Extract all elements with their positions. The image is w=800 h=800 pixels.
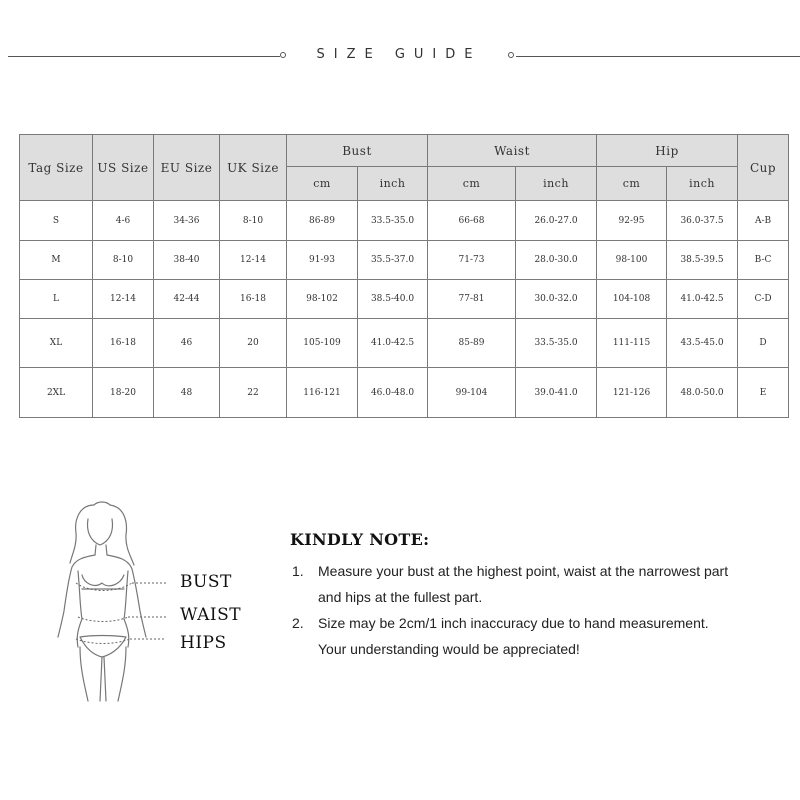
table-cell: 22 [220, 368, 287, 418]
table-cell: 46 [154, 319, 220, 368]
table-cell: 2XL [20, 368, 93, 418]
table-cell: 77-81 [428, 280, 516, 319]
header-eu-size: EU Size [154, 135, 220, 201]
table-cell: 46.0-48.0 [358, 368, 428, 418]
table-cell: 30.0-32.0 [516, 280, 597, 319]
note-item [290, 610, 790, 662]
table-cell: 4-6 [93, 201, 154, 241]
header-bust-inch: inch [358, 167, 428, 201]
table-cell: 91-93 [287, 241, 358, 280]
table-cell: 121-126 [597, 368, 667, 418]
table-cell: 41.0-42.5 [358, 319, 428, 368]
size-guide-header [0, 45, 800, 69]
table-cell: 33.5-35.0 [358, 201, 428, 241]
note-item-line: Your understanding would be appreciated! [318, 641, 580, 657]
table-cell: 48 [154, 368, 220, 418]
table-cell: 92-95 [597, 201, 667, 241]
header-waist-inch: inch [516, 167, 597, 201]
note-item-line: and hips at the fullest part. [318, 589, 483, 605]
waist-label: WAIST [180, 605, 242, 625]
table-cell: 33.5-35.0 [516, 319, 597, 368]
table-cell: 111-115 [597, 319, 667, 368]
note-item-number: 1. [292, 563, 304, 579]
note-list [290, 558, 790, 662]
table-cell: 8-10 [93, 241, 154, 280]
table-cell: 16-18 [93, 319, 154, 368]
note-item-number: 2. [292, 615, 304, 631]
header-bust: Bust [287, 135, 428, 167]
table-cell: L [20, 280, 93, 319]
table-cell: 18-20 [93, 368, 154, 418]
header-us-size: US Size [93, 135, 154, 201]
table-cell: 26.0-27.0 [516, 201, 597, 241]
table-cell: 38-40 [154, 241, 220, 280]
header-rule-right [516, 56, 800, 57]
table-row [20, 241, 789, 280]
table-row [20, 319, 789, 368]
table-cell: 12-14 [93, 280, 154, 319]
table-cell: M [20, 241, 93, 280]
table-cell: 8-10 [220, 201, 287, 241]
table-cell: 48.0-50.0 [667, 368, 738, 418]
table-cell: 28.0-30.0 [516, 241, 597, 280]
table-cell: 41.0-42.5 [667, 280, 738, 319]
header-waist: Waist [428, 135, 597, 167]
header-dot-left [280, 52, 286, 58]
table-cell: 43.5-45.0 [667, 319, 738, 368]
table-cell: 35.5-37.0 [358, 241, 428, 280]
table-row [20, 280, 789, 319]
header-rule-left [8, 56, 280, 57]
table-cell: 98-100 [597, 241, 667, 280]
table-cell: S [20, 201, 93, 241]
header-dot-right [508, 52, 514, 58]
page-title: SIZE GUIDE [316, 47, 482, 62]
table-cell: 98-102 [287, 280, 358, 319]
table-cell: C-D [738, 280, 789, 319]
table-cell: 99-104 [428, 368, 516, 418]
table-cell: 71-73 [428, 241, 516, 280]
note-item-line: Size may be 2cm/1 inch inaccuracy due to hand measurement. [318, 615, 709, 631]
header-hip-cm: cm [597, 167, 667, 201]
header-bust-cm: cm [287, 167, 358, 201]
table-cell: 36.0-37.5 [667, 201, 738, 241]
table-cell: D [738, 319, 789, 368]
header-tag-size: Tag Size [20, 135, 93, 201]
table-cell: 42-44 [154, 280, 220, 319]
table-cell: E [738, 368, 789, 418]
table-row [20, 201, 789, 241]
table-cell: B-C [738, 241, 789, 280]
table-cell: 12-14 [220, 241, 287, 280]
header-hip-inch: inch [667, 167, 738, 201]
table-cell: 16-18 [220, 280, 287, 319]
table-cell: XL [20, 319, 93, 368]
table-cell: 39.0-41.0 [516, 368, 597, 418]
table-cell: 38.5-39.5 [667, 241, 738, 280]
note-item [290, 558, 790, 610]
table-cell: 66-68 [428, 201, 516, 241]
table-cell: 20 [220, 319, 287, 368]
table-cell: 104-108 [597, 280, 667, 319]
table-row [20, 368, 789, 418]
table-cell: A-B [738, 201, 789, 241]
body-measurement-figure [36, 497, 166, 702]
table-cell: 85-89 [428, 319, 516, 368]
table-cell: 86-89 [287, 201, 358, 241]
header-cup: Cup [738, 135, 789, 201]
bust-label: BUST [180, 572, 232, 592]
header-uk-size: UK Size [220, 135, 287, 201]
table-cell: 116-121 [287, 368, 358, 418]
table-cell: 34-36 [154, 201, 220, 241]
table-cell: 38.5-40.0 [358, 280, 428, 319]
size-chart-table [19, 134, 789, 418]
table-cell: 105-109 [287, 319, 358, 368]
note-item-line: Measure your bust at the highest point, waist at the narrowest part [318, 563, 729, 579]
hips-label: HIPS [180, 633, 227, 653]
header-waist-cm: cm [428, 167, 516, 201]
note-title: KINDLY NOTE: [290, 530, 430, 549]
header-hip: Hip [597, 135, 738, 167]
